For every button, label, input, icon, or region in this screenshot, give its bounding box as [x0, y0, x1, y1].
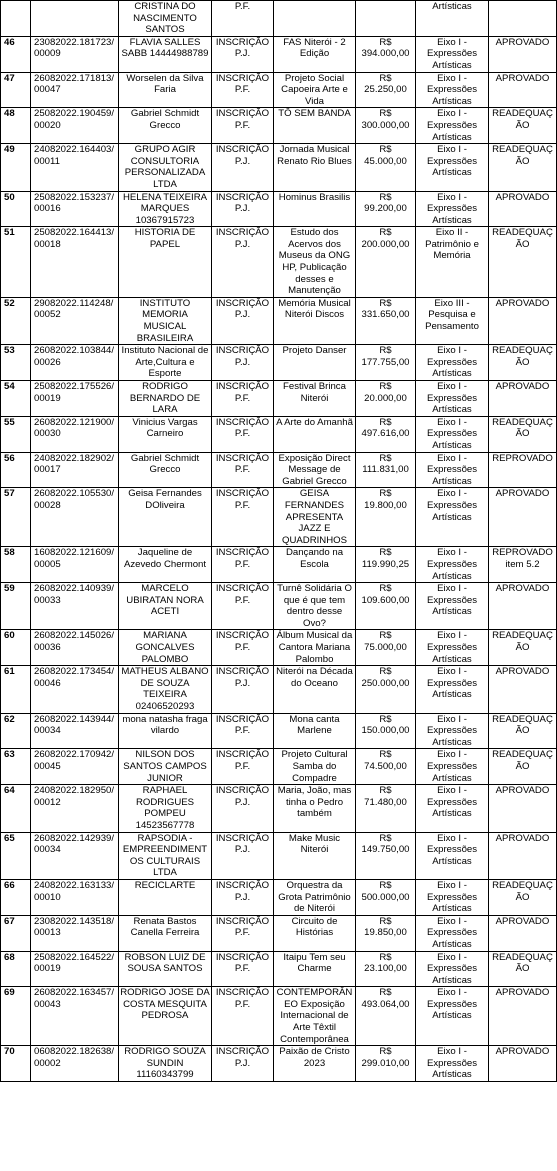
cell-number: 58 — [1, 547, 31, 583]
cell-axis: Eixo I - Expressões Artísticas — [416, 345, 489, 381]
table-row — [1, 416, 557, 452]
cell-number: 55 — [1, 416, 31, 452]
cell-value — [356, 1, 416, 37]
cell-axis: Eixo I - Expressões Artísticas — [416, 36, 489, 72]
cell-number: 50 — [1, 191, 31, 227]
cell-proponent: Gabriel Schmidt Grecco — [119, 452, 212, 488]
cell-number: 48 — [1, 108, 31, 144]
table-row — [1, 547, 557, 583]
cell-axis: Eixo I - Expressões Artísticas — [416, 488, 489, 547]
cell-status: APROVADO — [489, 1046, 557, 1082]
cell-project: Mona canta Marlene — [274, 713, 356, 749]
cell-protocol — [31, 1, 119, 37]
cell-protocol: 26082022.103844/00026 — [31, 345, 119, 381]
cell-status: READEQUAÇÃO — [489, 416, 557, 452]
cell-type: INSCRIÇÃO P.J. — [212, 785, 274, 832]
cell-proponent: Jaqueline de Azevedo Chermont — [119, 547, 212, 583]
cell-status: READEQUAÇÃO — [489, 345, 557, 381]
cell-number: 51 — [1, 227, 31, 298]
cell-status — [489, 1, 557, 37]
cell-value: R$ 25.250,00 — [356, 72, 416, 108]
cell-status: APROVADO — [489, 583, 557, 630]
cell-value: R$ 99.200,00 — [356, 191, 416, 227]
table-row — [1, 36, 557, 72]
cell-status: READEQUAÇÃO — [489, 749, 557, 785]
cell-type: INSCRIÇÃO P.F. — [212, 749, 274, 785]
cell-status: APROVADO — [489, 72, 557, 108]
table-row — [1, 915, 557, 951]
cell-type: INSCRIÇÃO P.J. — [212, 832, 274, 879]
cell-project: Maria, João, mas tinha o Pedro também — [274, 785, 356, 832]
cell-project: Niterói na Década do Oceano — [274, 666, 356, 713]
cell-number: 64 — [1, 785, 31, 832]
cell-number: 54 — [1, 381, 31, 417]
cell-protocol: 26082022.171813/00047 — [31, 72, 119, 108]
cell-proponent: INSTITUTO MEMORIA MUSICAL BRASILEIRA — [119, 297, 212, 344]
cell-protocol: 24082022.163133/00010 — [31, 879, 119, 915]
cell-value: R$ 493.064,00 — [356, 987, 416, 1046]
cell-value: R$ 19.850,00 — [356, 915, 416, 951]
cell-status: READEQUAÇÃO — [489, 108, 557, 144]
cell-type: INSCRIÇÃO P.F. — [212, 108, 274, 144]
cell-axis: Eixo III - Pesquisa e Pensamento — [416, 297, 489, 344]
cell-protocol: 23082022.181723/00009 — [31, 36, 119, 72]
cell-protocol: 25082022.190459/00020 — [31, 108, 119, 144]
cell-axis: Eixo I - Expressões Artísticas — [416, 749, 489, 785]
cell-proponent: MARCELO UBIRATAN NORA ACETI — [119, 583, 212, 630]
table-row — [1, 785, 557, 832]
cell-proponent: NILSON DOS SANTOS CAMPOS JUNIOR — [119, 749, 212, 785]
cell-axis: Artísticas — [416, 1, 489, 37]
cell-axis: Eixo I - Expressões Artísticas — [416, 832, 489, 879]
cell-axis: Eixo I - Expressões Artísticas — [416, 630, 489, 666]
cell-status: APROVADO — [489, 915, 557, 951]
cell-axis: Eixo I - Expressões Artísticas — [416, 108, 489, 144]
cell-proponent: ROBSON LUIZ DE SOUSA SANTOS — [119, 951, 212, 987]
cell-value: R$ 200.000,00 — [356, 227, 416, 298]
cell-type: INSCRIÇÃO P.J. — [212, 1046, 274, 1082]
cell-proponent: MARIANA GONCALVES PALOMBO — [119, 630, 212, 666]
cell-project: Memória Musical Niterói Discos — [274, 297, 356, 344]
cell-protocol: 23082022.143518/00013 — [31, 915, 119, 951]
cell-proponent: Vinicius Vargas Carneiro — [119, 416, 212, 452]
cell-axis: Eixo II - Patrimônio e Memória — [416, 227, 489, 298]
cell-number: 67 — [1, 915, 31, 951]
cell-proponent: GRUPO AGIR CONSULTORIA PERSONALIZADA LTDA — [119, 144, 212, 191]
cell-axis: Eixo I - Expressões Artísticas — [416, 713, 489, 749]
cell-protocol: 29082022.114248/00052 — [31, 297, 119, 344]
cell-type: INSCRIÇÃO P.J. — [212, 227, 274, 298]
cell-value: R$ 75.000,00 — [356, 630, 416, 666]
cell-axis: Eixo I - Expressões Artísticas — [416, 72, 489, 108]
cell-value: R$ 74.500,00 — [356, 749, 416, 785]
table-row — [1, 297, 557, 344]
cell-type: INSCRIÇÃO P.J. — [212, 191, 274, 227]
cell-project: Projeto Danser — [274, 345, 356, 381]
cell-status: READEQUAÇÃO — [489, 713, 557, 749]
cell-project: Orquestra da Grota Patrimônio de Niterói — [274, 879, 356, 915]
cell-type: INSCRIÇÃO P.J. — [212, 666, 274, 713]
cell-number: 53 — [1, 345, 31, 381]
cell-type: INSCRIÇÃO P.F. — [212, 951, 274, 987]
cell-number: 63 — [1, 749, 31, 785]
cell-status: APROVADO — [489, 987, 557, 1046]
cell-project: Turnê Solidária O que é que tem dentro desse Ovo? — [274, 583, 356, 630]
cell-value: R$ 177.755,00 — [356, 345, 416, 381]
cell-type: INSCRIÇÃO P.F. — [212, 547, 274, 583]
cell-protocol: 26082022.170942/00045 — [31, 749, 119, 785]
cell-proponent: Gabriel Schmidt Grecco — [119, 108, 212, 144]
table-row — [1, 987, 557, 1046]
cell-number: 59 — [1, 583, 31, 630]
cell-project: Dançando na Escola — [274, 547, 356, 583]
cell-status: REPROVADO — [489, 452, 557, 488]
cell-axis: Eixo I - Expressões Artísticas — [416, 144, 489, 191]
cell-type: INSCRIÇÃO P.J. — [212, 879, 274, 915]
cell-number: 56 — [1, 452, 31, 488]
cell-proponent: Geisa Fernandes DOliveira — [119, 488, 212, 547]
cell-project — [274, 1, 356, 37]
cell-type: INSCRIÇÃO P.F. — [212, 713, 274, 749]
cell-type: INSCRIÇÃO P.F. — [212, 416, 274, 452]
cell-type: INSCRIÇÃO P.F. — [212, 72, 274, 108]
cell-proponent: RODRIGO SOUZA SUNDIN 11160343799 — [119, 1046, 212, 1082]
cell-value: R$ 20.000,00 — [356, 381, 416, 417]
cell-axis: Eixo I - Expressões Artísticas — [416, 583, 489, 630]
cell-value: R$ 45.000,00 — [356, 144, 416, 191]
cell-number: 49 — [1, 144, 31, 191]
cell-axis: Eixo I - Expressões Artísticas — [416, 1046, 489, 1082]
cell-value: R$ 331.650,00 — [356, 297, 416, 344]
table-row — [1, 191, 557, 227]
cell-project: Jornada Musical Renato Rio Blues — [274, 144, 356, 191]
cell-axis: Eixo I - Expressões Artísticas — [416, 547, 489, 583]
table-row — [1, 452, 557, 488]
cell-status: APROVADO — [489, 785, 557, 832]
cell-project: Itaipu Tem seu Charme — [274, 951, 356, 987]
cell-proponent: RAPHAEL RODRIGUES POMPEU 14523567778 — [119, 785, 212, 832]
table-row — [1, 72, 557, 108]
cell-project: Make Music Niterói — [274, 832, 356, 879]
cell-protocol: 16082022.121609/00005 — [31, 547, 119, 583]
cell-project: CONTEMPORÂNEO Exposição Internacional de Arte Têxtil Contemporânea — [274, 987, 356, 1046]
cell-proponent: RODRIGO BERNARDO DE LARA — [119, 381, 212, 417]
cell-protocol: 25082022.164413/00018 — [31, 227, 119, 298]
cell-proponent: HELENA TEIXEIRA MARQUES 10367915723 — [119, 191, 212, 227]
cell-axis: Eixo I - Expressões Artísticas — [416, 987, 489, 1046]
cell-protocol: 06082022.182638/00002 — [31, 1046, 119, 1082]
cell-value: R$ 300.000,00 — [356, 108, 416, 144]
table-row — [1, 749, 557, 785]
cell-type: INSCRIÇÃO P.F. — [212, 987, 274, 1046]
cell-project: Festival Brinca Niterói — [274, 381, 356, 417]
cell-type: INSCRIÇÃO P.F. — [212, 630, 274, 666]
table-row — [1, 108, 557, 144]
cell-value: R$ 111.831,00 — [356, 452, 416, 488]
cell-value: R$ 500.000,00 — [356, 879, 416, 915]
cell-type: INSCRIÇÃO P.F. — [212, 915, 274, 951]
cell-number — [1, 1, 31, 37]
cell-number: 60 — [1, 630, 31, 666]
table-row — [1, 713, 557, 749]
cell-status: APROVADO — [489, 666, 557, 713]
cell-protocol: 26082022.140939/00033 — [31, 583, 119, 630]
cell-proponent: RODRIGO JOSE DA COSTA MESQUITA PEDROSA — [119, 987, 212, 1046]
cell-status: APROVADO — [489, 381, 557, 417]
cell-axis: Eixo I - Expressões Artísticas — [416, 915, 489, 951]
cell-status: READEQUAÇÃO — [489, 951, 557, 987]
cell-project: Exposição Direct Message de Gabriel Grecco — [274, 452, 356, 488]
cell-axis: Eixo I - Expressões Artísticas — [416, 381, 489, 417]
cell-number: 46 — [1, 36, 31, 72]
cell-protocol: 26082022.173454/00046 — [31, 666, 119, 713]
table-body — [1, 1, 557, 1082]
cell-number: 61 — [1, 666, 31, 713]
cell-value: R$ 497.616,00 — [356, 416, 416, 452]
cell-axis: Eixo I - Expressões Artísticas — [416, 416, 489, 452]
table-row — [1, 583, 557, 630]
table-row — [1, 345, 557, 381]
cell-value: R$ 119.990,25 — [356, 547, 416, 583]
cell-axis: Eixo I - Expressões Artísticas — [416, 666, 489, 713]
cell-axis: Eixo I - Expressões Artísticas — [416, 191, 489, 227]
cell-protocol: 26082022.145026/00036 — [31, 630, 119, 666]
cell-axis: Eixo I - Expressões Artísticas — [416, 879, 489, 915]
cell-project: A Arte do Amanhã — [274, 416, 356, 452]
table-row — [1, 666, 557, 713]
cell-number: 68 — [1, 951, 31, 987]
cell-status: APROVADO — [489, 488, 557, 547]
cell-protocol: 26082022.163457/00043 — [31, 987, 119, 1046]
cell-proponent: RAPSODIA - EMPREENDIMENTOS CULTURAIS LTDA — [119, 832, 212, 879]
cell-value: R$ 109.600,00 — [356, 583, 416, 630]
table-row — [1, 488, 557, 547]
cell-value: R$ 23.100,00 — [356, 951, 416, 987]
cell-type: P.F. — [212, 1, 274, 37]
cell-proponent: Worselen da Silva Faria — [119, 72, 212, 108]
cell-protocol: 26082022.105530/00028 — [31, 488, 119, 547]
cell-type: INSCRIÇÃO P.F. — [212, 583, 274, 630]
cell-status: READEQUAÇÃO — [489, 879, 557, 915]
cell-protocol: 26082022.143944/00034 — [31, 713, 119, 749]
cell-project: TÔ SEM BANDA — [274, 108, 356, 144]
table-row — [1, 951, 557, 987]
table-row — [1, 879, 557, 915]
table-row — [1, 144, 557, 191]
cell-number: 69 — [1, 987, 31, 1046]
table-row — [1, 1, 557, 37]
cell-value: R$ 19.800,00 — [356, 488, 416, 547]
cell-protocol: 25082022.164522/00019 — [31, 951, 119, 987]
cell-axis: Eixo I - Expressões Artísticas — [416, 951, 489, 987]
cell-type: INSCRIÇÃO P.J. — [212, 345, 274, 381]
cell-value: R$ 394.000,00 — [356, 36, 416, 72]
cell-proponent: Instituto Nacional de Arte,Cultura e Esporte — [119, 345, 212, 381]
cell-status: APROVADO — [489, 297, 557, 344]
table-row — [1, 1046, 557, 1082]
cell-type: INSCRIÇÃO P.F. — [212, 488, 274, 547]
cell-number: 66 — [1, 879, 31, 915]
cell-proponent: HISTORIA DE PAPEL — [119, 227, 212, 298]
cell-project: Projeto Social Capoeira Arte e Vida — [274, 72, 356, 108]
cell-project: Projeto Cultural Samba do Compadre — [274, 749, 356, 785]
cell-proponent: FLAVIA SALLES SABB 14444988789 — [119, 36, 212, 72]
cell-type: INSCRIÇÃO P.F. — [212, 452, 274, 488]
cell-value: R$ 250.000,00 — [356, 666, 416, 713]
cell-number: 47 — [1, 72, 31, 108]
cell-status: APROVADO — [489, 832, 557, 879]
cell-status: READEQUAÇÃO — [489, 630, 557, 666]
cell-proponent: mona natasha fraga vilardo — [119, 713, 212, 749]
cell-value: R$ 71.480,00 — [356, 785, 416, 832]
cell-axis: Eixo I - Expressões Artísticas — [416, 452, 489, 488]
table-row — [1, 381, 557, 417]
cell-axis: Eixo I - Expressões Artísticas — [416, 785, 489, 832]
cell-project: GEISA FERNANDES APRESENTA JAZZ E QUADRINHOS — [274, 488, 356, 547]
cell-proponent: CRISTINA DO NASCIMENTO SANTOS — [119, 1, 212, 37]
cell-project: Hominus Brasilis — [274, 191, 356, 227]
cell-project: FAS Niterói - 2 Edição — [274, 36, 356, 72]
table-row — [1, 630, 557, 666]
cell-type: INSCRIÇÃO P.J. — [212, 144, 274, 191]
cell-status: APROVADO — [489, 191, 557, 227]
cell-proponent: RECICLARTE — [119, 879, 212, 915]
cell-protocol: 24082022.182902/00017 — [31, 452, 119, 488]
cell-number: 65 — [1, 832, 31, 879]
cell-protocol: 24082022.164403/00011 — [31, 144, 119, 191]
cell-protocol: 24082022.182950/00012 — [31, 785, 119, 832]
cell-protocol: 25082022.153237/00016 — [31, 191, 119, 227]
cell-type: INSCRIÇÃO P.J. — [212, 297, 274, 344]
cell-project: Paixão de Cristo 2023 — [274, 1046, 356, 1082]
cell-value: R$ 149.750,00 — [356, 832, 416, 879]
cell-status: APROVADO — [489, 36, 557, 72]
cell-protocol: 26082022.142939/00034 — [31, 832, 119, 879]
cell-protocol: 25082022.175526/00019 — [31, 381, 119, 417]
table-row — [1, 832, 557, 879]
cell-value: R$ 150.000,00 — [356, 713, 416, 749]
cell-project: Álbum Musical da Cantora Mariana Palombo — [274, 630, 356, 666]
cell-status: READEQUAÇÃO — [489, 144, 557, 191]
cell-project: Circuito de Histórias — [274, 915, 356, 951]
cell-number: 52 — [1, 297, 31, 344]
table-row — [1, 227, 557, 298]
cell-number: 62 — [1, 713, 31, 749]
cell-status: REPROVADO item 5.2 — [489, 547, 557, 583]
cell-type: INSCRIÇÃO P.F. — [212, 381, 274, 417]
cell-project: Estudo dos Acervos dos Museus da ONG HP, Publicação desses e Manutenção — [274, 227, 356, 298]
cell-status: READEQUAÇÃO — [489, 227, 557, 298]
cell-number: 57 — [1, 488, 31, 547]
cell-value: R$ 299.010,00 — [356, 1046, 416, 1082]
cell-number: 70 — [1, 1046, 31, 1082]
cell-proponent: Renata Bastos Canella Ferreira — [119, 915, 212, 951]
cell-type: INSCRIÇÃO P.J. — [212, 36, 274, 72]
cell-protocol: 26082022.121900/00030 — [31, 416, 119, 452]
cell-proponent: MATHEUS ALBANO DE SOUZA TEIXEIRA 02406520293 — [119, 666, 212, 713]
